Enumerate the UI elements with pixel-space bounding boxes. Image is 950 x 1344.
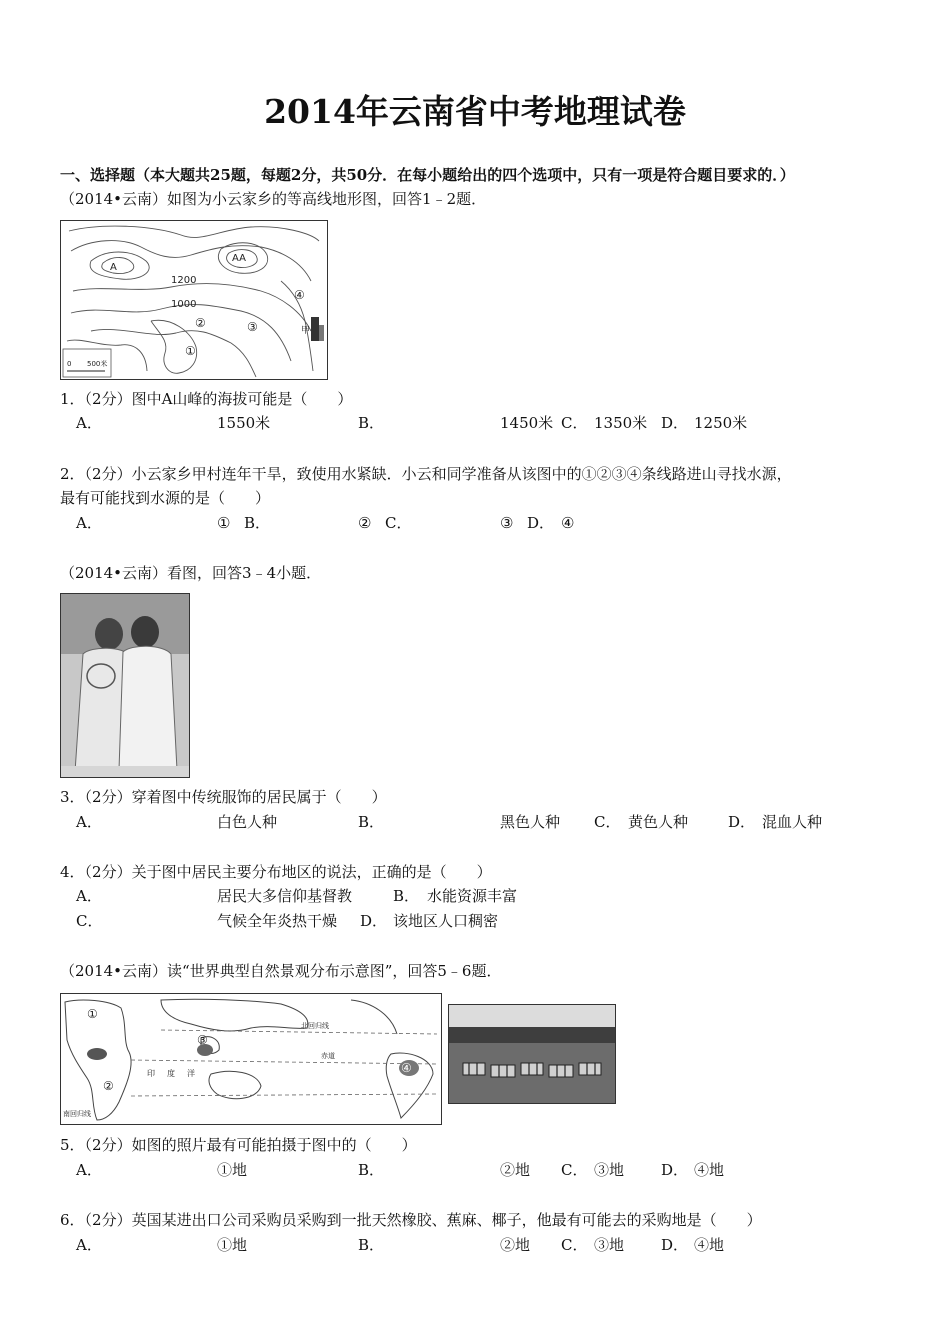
- map1-route-1: ①: [185, 344, 196, 358]
- world-map-label-4: ④: [401, 1061, 412, 1075]
- map1-village-label: 甲: [301, 326, 311, 336]
- tropic-of-capricorn-label: 南回归线: [63, 1110, 91, 1118]
- page-title: 2014年云南省中考地理试卷: [264, 92, 686, 131]
- q4-option-c-label[interactable]: C．: [76, 912, 103, 930]
- q2-option-c-text[interactable]: ③: [500, 514, 514, 532]
- tropic-of-capricorn-line: [131, 1094, 437, 1096]
- map1-label-1200: 1200: [171, 275, 197, 286]
- q1-option-b-text[interactable]: 1450米: [500, 414, 554, 432]
- q5-option-c-text[interactable]: ③地: [594, 1161, 625, 1179]
- q4-stem: 4．（2分）关于图中居民主要分布地区的说法，正确的是（ ）: [60, 863, 492, 881]
- q3-option-a-label[interactable]: A．: [76, 813, 102, 831]
- q1-stem: 1．（2分）图中A山峰的海拔可能是（ ）: [60, 390, 353, 408]
- q3-option-d-label[interactable]: D．: [728, 813, 756, 831]
- q3-option-c-text[interactable]: 黄色人种: [628, 813, 689, 831]
- q6-option-d-text[interactable]: ④地: [694, 1236, 725, 1254]
- q6-option-b-text[interactable]: ②地: [500, 1236, 531, 1254]
- q1-option-d-text[interactable]: 1250米: [694, 414, 748, 432]
- q4-option-c-text[interactable]: 气候全年炎热干燥: [217, 912, 338, 930]
- q1-option-d-label[interactable]: D．: [661, 414, 689, 432]
- q5-option-c-label[interactable]: C．: [561, 1161, 588, 1179]
- q2-option-a-label[interactable]: A．: [76, 514, 102, 532]
- q4-option-a-label[interactable]: A．: [76, 887, 102, 905]
- tropic-of-cancer-label: 北回归线: [301, 1022, 329, 1030]
- region-shading-africa: [87, 1048, 107, 1060]
- q5-stem: 5．（2分）如图的照片最有可能拍摄于图中的（ ）: [60, 1136, 417, 1154]
- q6-option-c-label[interactable]: C．: [561, 1236, 588, 1254]
- q1-option-c-text[interactable]: 1350米: [594, 414, 648, 432]
- savanna-photo: [448, 1004, 616, 1104]
- contour-map: [61, 221, 327, 379]
- world-map-art: [61, 994, 441, 1124]
- q6-option-a-text[interactable]: ①地: [217, 1236, 248, 1254]
- q1-option-b-label[interactable]: B．: [358, 414, 385, 432]
- q5-option-b-label[interactable]: B．: [358, 1161, 385, 1179]
- q3-option-c-label[interactable]: C．: [594, 813, 621, 831]
- map1-route-2: ②: [195, 316, 206, 330]
- world-map-label-3: ③: [197, 1033, 208, 1047]
- indian-ocean-label-3: 洋: [187, 1069, 195, 1078]
- q1-option-a-text[interactable]: 1550米: [217, 414, 271, 432]
- q6-option-a-label[interactable]: A．: [76, 1236, 102, 1254]
- q2-option-b-text[interactable]: ②: [358, 514, 372, 532]
- q3-option-d-text[interactable]: 混血人种: [762, 813, 823, 831]
- q2-stem-line2: 最有可能找到水源的是（ ）: [60, 489, 271, 507]
- equator-label: 赤道: [321, 1052, 335, 1060]
- world-map-label-1: ①: [87, 1007, 98, 1021]
- map1-route-3: ③: [247, 320, 258, 334]
- q5-option-b-text[interactable]: ②地: [500, 1161, 531, 1179]
- map1-label-aa: AA: [232, 253, 246, 264]
- q4-option-b-label[interactable]: B．: [393, 887, 420, 905]
- q2-option-d-label[interactable]: D．: [527, 514, 555, 532]
- q6-option-c-text[interactable]: ③地: [594, 1236, 625, 1254]
- residents-photo: [60, 593, 190, 778]
- q3-option-b-text[interactable]: 黑色人种: [500, 813, 561, 831]
- intro-1: （2014•云南）如图为小云家乡的等高线地形图，回答1﹣2题．: [60, 190, 487, 208]
- q6-option-d-label[interactable]: D．: [661, 1236, 689, 1254]
- indian-ocean-label-2: 度: [167, 1069, 175, 1078]
- contour-map-figure: [60, 220, 328, 380]
- q4-option-a-text[interactable]: 居民大多信仰基督教: [217, 887, 353, 905]
- residents-photo-art: [61, 594, 189, 777]
- q3-option-b-label[interactable]: B．: [358, 813, 385, 831]
- q2-stem-line1: 2．（2分）小云家乡甲村连年干旱，致使用水紧缺．小云和同学准备从该图中的①②③④条线路进山寻找水源，: [60, 465, 792, 483]
- q6-option-b-label[interactable]: B．: [358, 1236, 385, 1254]
- q2-option-b-label[interactable]: B．: [244, 514, 271, 532]
- q1-option-c-label[interactable]: C．: [561, 414, 588, 432]
- map1-route-4: ④: [294, 288, 305, 302]
- intro-3: （2014•云南）读“世界典型自然景观分布示意图”，回答5﹣6题．: [60, 962, 502, 980]
- q2-option-a-text[interactable]: ①: [217, 514, 231, 532]
- map1-label-a: A: [110, 262, 117, 273]
- equator-line: [131, 1060, 437, 1064]
- q5-option-a-text[interactable]: ①地: [217, 1161, 248, 1179]
- q4-option-d-label[interactable]: D．: [360, 912, 388, 930]
- q4-option-d-text[interactable]: 该地区人口稠密: [393, 912, 499, 930]
- q5-option-d-label[interactable]: D．: [661, 1161, 689, 1179]
- village-icon: [311, 317, 319, 341]
- q2-option-c-label[interactable]: C．: [385, 514, 412, 532]
- indian-ocean-label-1: 印: [147, 1069, 155, 1078]
- q3-stem: 3．（2分）穿着图中传统服饰的居民属于（ ）: [60, 788, 387, 806]
- q5-option-d-text[interactable]: ④地: [694, 1161, 725, 1179]
- q1-option-a-label[interactable]: A．: [76, 414, 102, 432]
- section-heading: 一、选择题（本大题共25题，每题2分，共50分．在每小题给出的四个选项中，只有一项是符合题目要求的．）: [60, 166, 795, 184]
- q6-stem: 6．（2分）英国某进出口公司采购员采购到一批天然橡胶、蕉麻、椰子，他最有可能去的采购地是（ ）: [60, 1211, 762, 1229]
- map1-label-1000: 1000: [171, 299, 197, 310]
- map1-scale-zero: 0: [67, 360, 72, 368]
- world-landscape-map: [60, 993, 442, 1125]
- intro-2: （2014•云南）看图，回答3﹣4小题．: [60, 564, 322, 582]
- q5-option-a-label[interactable]: A．: [76, 1161, 102, 1179]
- village-icon-b: [319, 325, 324, 341]
- q4-option-b-text[interactable]: 水能资源丰富: [427, 887, 518, 905]
- q3-option-a-text[interactable]: 白色人种: [217, 813, 278, 831]
- savanna-photo-art: [449, 1005, 615, 1103]
- world-map-label-2: ②: [103, 1079, 114, 1093]
- map1-scale-label: 500米: [87, 360, 108, 368]
- q2-option-d-text[interactable]: ④: [561, 514, 575, 532]
